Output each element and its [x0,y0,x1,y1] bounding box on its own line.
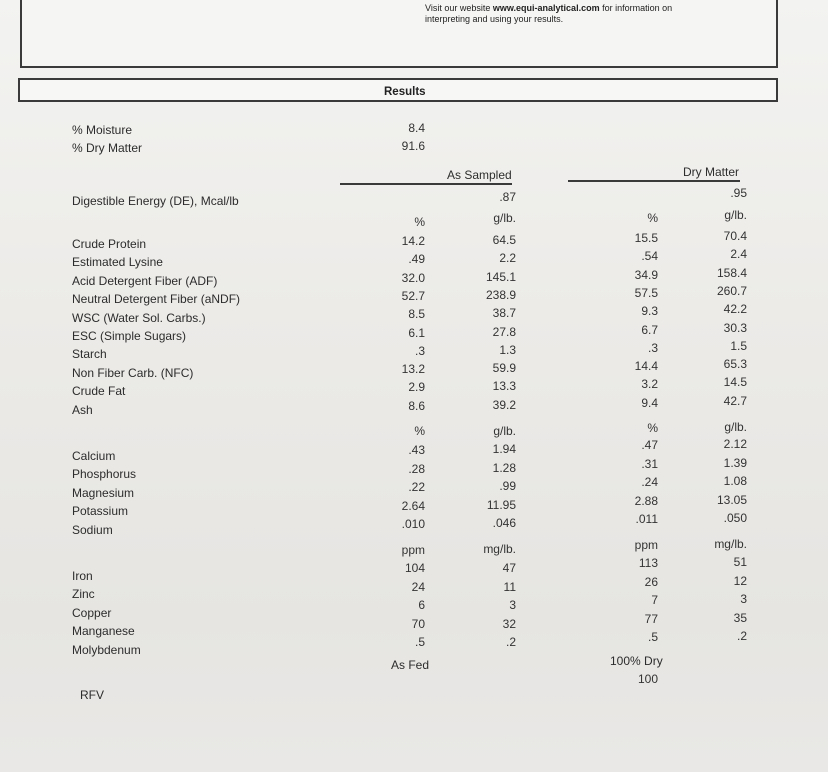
trace-label: Zinc [72,587,95,602]
nutrient-value: 39.2 [492,397,516,412]
nutrient-label: Crude Protein [72,237,147,251]
nutrient-value: 8.5 [408,307,425,322]
trace-value: 11 [503,579,516,594]
de-as-sampled: .87 [499,190,516,204]
mineral-value: .011 [635,512,658,526]
de-dry-matter: .95 [730,186,747,200]
nutrient-value: 27.8 [492,324,516,339]
mineral-label: Phosphorus [72,467,137,482]
nutrient-label: Starch [72,347,107,362]
nutrient-label: Crude Fat [72,384,126,399]
mineral-unit-header: % [414,424,425,438]
trace-value: .2 [505,635,516,649]
mineral-value: 11.95 [486,497,516,512]
nutrient-value: 59.9 [492,361,516,376]
mineral-label: Potassium [72,504,129,519]
nutrient-value: 3.2 [641,377,658,392]
nutrient-value: 70.4 [723,229,747,243]
rfv-label: RFV [80,688,104,702]
nutrient-label: WSC (Water Sol. Carbs.) [72,310,206,325]
trace-unit-header: mg/lb. [483,542,516,556]
nutrient-value: 42.7 [723,393,747,408]
nutrient-label: Neutral Detergent Fiber (aNDF) [72,292,241,307]
nutrient-value: 34.9 [634,267,658,282]
mineral-value: .43 [408,443,425,457]
as-sampled-header: As Sampled [447,168,512,182]
nutrient-label: Estimated Lysine [72,255,163,270]
trace-value: 77 [644,611,658,626]
mineral-value: .28 [408,461,425,476]
nutrient-value: 64.5 [492,233,516,247]
nutrient-unit-header: % [647,211,658,225]
moisture-label: % Moisture [72,123,133,137]
mineral-value: 1.28 [492,460,516,475]
mineral-value: 1.08 [723,474,747,488]
moisture-value: 8.4 [408,121,425,135]
trace-unit-header: ppm [401,543,425,557]
mineral-unit-header: g/lb. [724,420,747,434]
moisture-label: % Dry Matter [72,141,143,155]
nutrient-value: 145.1 [485,269,516,284]
nutrient-label: Ash [72,402,93,417]
mineral-value: 2.12 [723,437,747,451]
nutrient-value: .3 [647,340,658,355]
dry-matter-rule [568,180,740,182]
trace-value: 3 [509,598,516,612]
mineral-value: 13.05 [716,492,747,507]
trace-value: 113 [638,556,658,570]
trace-value: 3 [740,592,747,606]
nutrient-value: 238.9 [485,287,516,302]
nutrient-value: 30.3 [723,320,747,335]
nutrient-value: 65.3 [723,357,747,372]
dry-matter-header: Dry Matter [683,165,740,179]
nutrient-label: Acid Detergent Fiber (ADF) [72,273,218,288]
nutrient-value: 52.7 [401,288,425,303]
trace-label: Iron [72,569,93,583]
website-link[interactable]: www.equi-analytical.com [492,3,600,13]
nutrient-value: 14.2 [401,234,425,248]
trace-label: Molybdenum [72,642,141,657]
nutrient-value: .54 [641,249,658,264]
trace-value: 26 [644,574,658,589]
mineral-value: .99 [499,479,516,493]
nutrient-value: 13.2 [401,362,425,377]
trace-unit-header: mg/lb. [714,537,747,551]
nutrient-value: .3 [414,343,425,358]
trace-value: 24 [411,579,425,594]
trace-value: 32 [502,616,516,631]
nutrient-value: 38.7 [492,306,516,321]
nutrient-value: 158.4 [716,265,747,280]
nutrient-value: 42.2 [723,302,747,317]
trace-unit-header: ppm [634,538,658,552]
trace-value: 47 [502,561,516,575]
nutrient-value: 13.3 [492,379,516,394]
nutrient-unit-header: % [414,215,425,229]
dry-100-label: 100% Dry [610,654,663,668]
nutrient-value: 15.5 [634,231,658,245]
nutrient-value: 260.7 [716,283,747,298]
nutrient-value: .49 [408,252,425,267]
nutrient-value: 9.4 [641,395,658,410]
trace-label: Copper [72,605,112,620]
nutrient-value: 1.5 [730,338,747,353]
trace-value: .5 [647,630,658,644]
trace-value: 70 [411,616,425,631]
mineral-value: 2.64 [401,498,425,513]
trace-value: 104 [404,561,425,575]
nutrient-value: 2.4 [730,247,747,262]
mineral-value: .050 [723,511,747,525]
trace-value: 35 [733,610,747,625]
trace-label: Manganese [72,624,135,639]
nutrient-value: 14.5 [723,375,747,390]
website-note: Visit our website www.equi-analytical.com for information on interpreting and using your results. [425,3,673,24]
nutrient-value: 8.6 [408,398,425,413]
nutrient-value: 57.5 [634,285,658,300]
nutrient-label: ESC (Simple Sugars) [72,329,187,343]
nutrient-value: 32.0 [401,270,425,285]
mineral-value: 2.88 [634,493,658,508]
trace-value: .5 [414,635,425,649]
mineral-value: .31 [641,456,658,471]
trace-value: 51 [733,555,747,569]
trace-value: .2 [736,629,747,643]
nutrient-label: Non Fiber Carb. (NFC) [72,365,194,380]
as-fed-label: As Fed [391,658,430,672]
mineral-value: .22 [408,480,425,494]
nutrient-unit-header: g/lb. [724,208,747,222]
nutrient-value: 6.1 [408,325,425,340]
mineral-value: .010 [401,517,425,531]
nutrient-value: 1.3 [499,342,516,357]
nutrient-value: 9.3 [641,304,658,319]
mineral-value: 1.94 [492,442,516,456]
mineral-label: Calcium [72,449,116,463]
as-sampled-rule [340,183,512,185]
nutrient-value: 2.9 [408,380,425,395]
mineral-value: 1.39 [723,455,747,470]
mineral-unit-header: g/lb. [493,424,516,438]
nutrient-value: 6.7 [641,322,658,337]
nutrient-value: 14.4 [634,359,658,374]
results-title: Results [384,86,426,98]
moisture-value: 91.6 [401,139,425,153]
mineral-value: .046 [492,516,516,530]
trace-value: 6 [418,598,425,612]
mineral-value: .24 [641,475,658,489]
trace-value: 7 [651,593,658,607]
mineral-label: Magnesium [72,485,135,500]
nutrient-unit-header: g/lb. [493,211,516,225]
nutrient-value: 2.2 [499,251,516,266]
de-label: Digestible Energy (DE), Mcal/lb [72,194,239,208]
mineral-value: .47 [641,438,658,452]
mineral-label: Sodium [72,522,113,537]
mineral-unit-header: % [647,421,658,435]
trace-value: 12 [733,573,747,588]
rfv-value: 100 [637,672,658,686]
